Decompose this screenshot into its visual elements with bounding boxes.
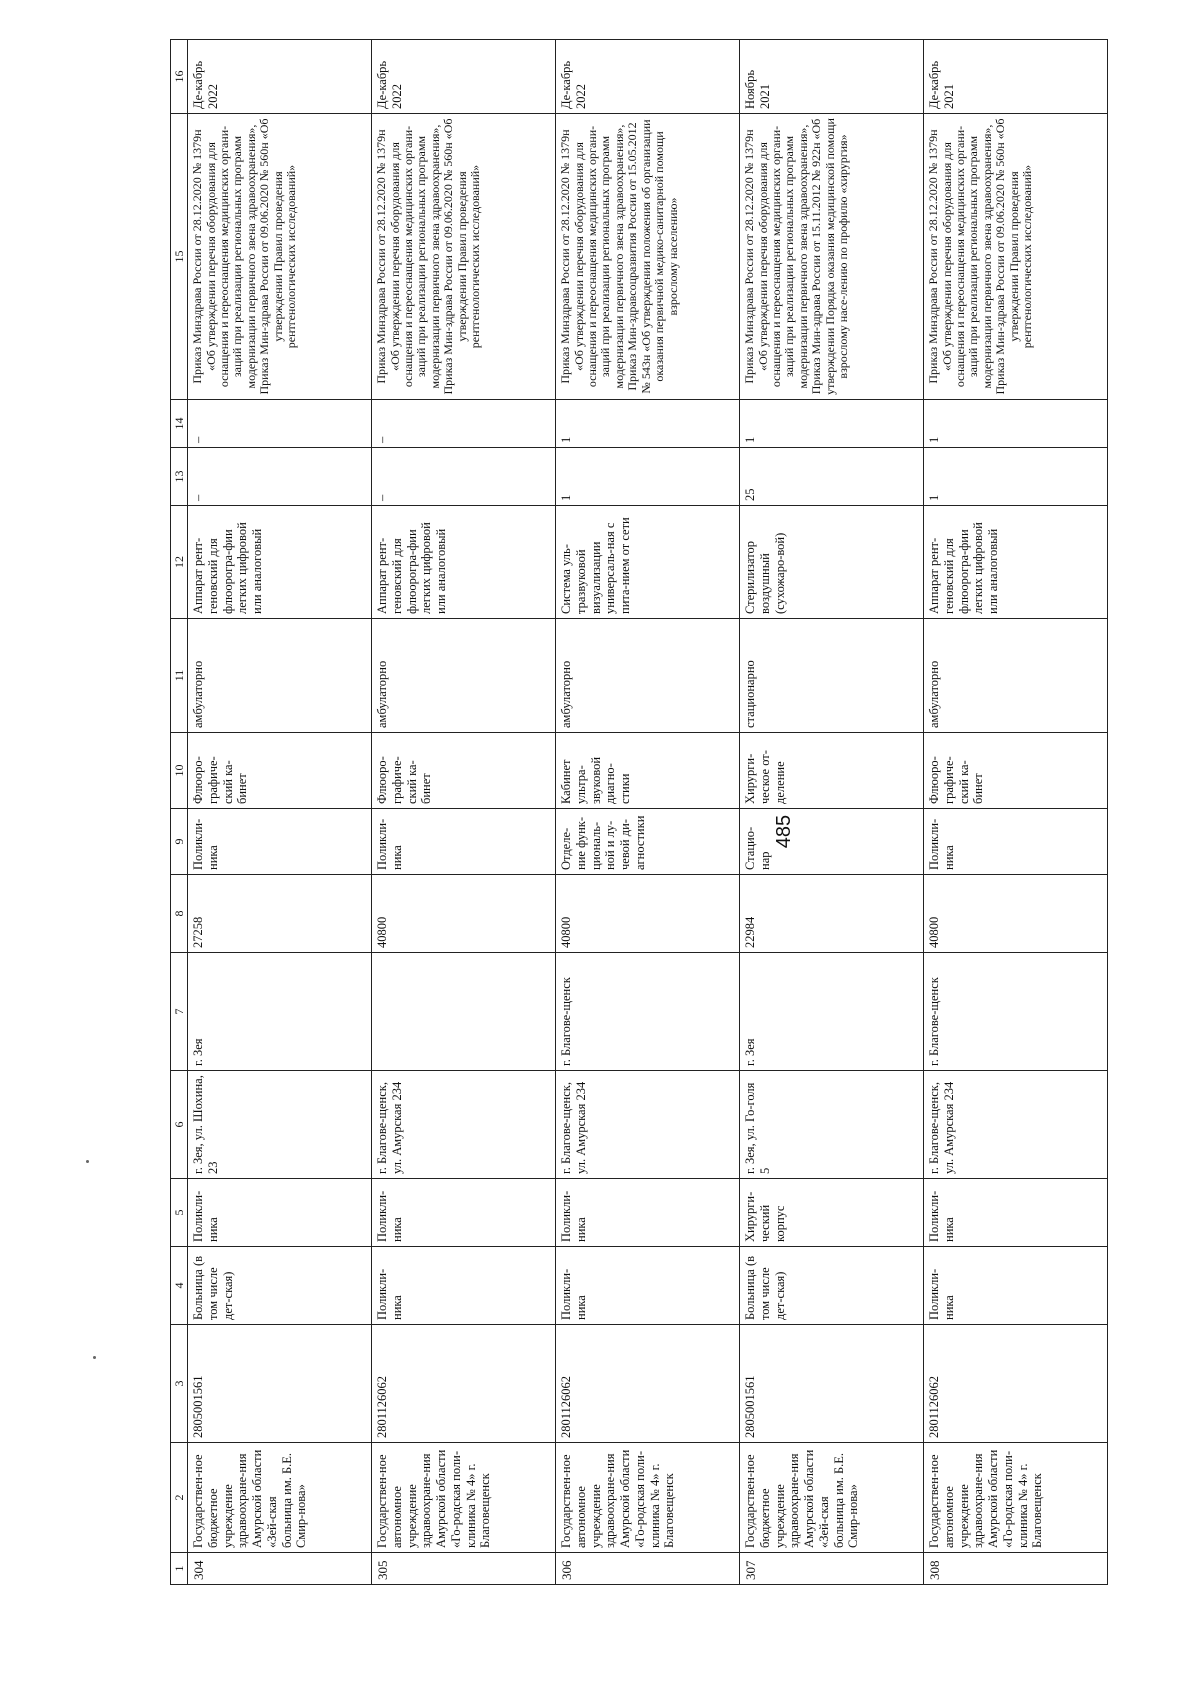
building-unit-cell: Поликли-ника [556,1179,740,1247]
population-served-cell: 40800 [372,875,556,953]
column-header-14: 14 [171,400,188,448]
equipment-name-cell: Стерилизатор воздушный (сухожаро-вой) [740,506,924,619]
quantity-planned-cell: 1 [556,400,740,448]
care-mode-cell: стационарно [740,619,924,733]
row-number-cell: 307 [740,1553,924,1585]
delivery-date-cell: Ноябрь 2021 [740,40,924,114]
column-number-row [171,40,188,1585]
row-number-cell: 308 [924,1553,1108,1585]
population-served-cell: 40800 [556,875,740,953]
building-unit-cell: Поликли-ника [188,1179,372,1247]
population-served-cell: 27258 [188,875,372,953]
quantity-planned-cell: – [188,400,372,448]
quantity-planned-cell: 1 [740,400,924,448]
organization-name-cell: Государствен-ное автономное учреждение здравоохране-ния Амурской области «Го-родская поли-клиника № 4» г. Благовещенск [556,1443,740,1553]
population-served-cell: 22984 [740,875,924,953]
column-header-3: 3 [171,1325,188,1443]
column-header-4: 4 [171,1247,188,1325]
delivery-date-cell: Де-кабрь 2022 [556,40,740,114]
organization-name-cell: Государствен-ное автономное учреждение здравоохране-ния Амурской области «Го-родская поли-клиника № 4» г. Благовещенск [372,1443,556,1553]
department-cell: Стацио-нар [740,809,924,875]
city-cell: г. Зея [188,953,372,1071]
row-number-cell: 304 [188,1553,372,1585]
column-header-12: 12 [171,506,188,619]
column-header-2: 2 [171,1443,188,1553]
column-header-13: 13 [171,448,188,506]
column-header-16: 16 [171,40,188,114]
organization-name-cell: Государствен-ное бюджетное учреждение здравоохране-ния Амурской области «Зей-ская больница им. Б.Е. Смир-нова» [188,1443,372,1553]
city-cell: г. Благове-щенск [924,953,1108,1071]
quantity-required-cell: 1 [556,448,740,506]
row-number-cell: 305 [372,1553,556,1585]
organization-name-cell: Государствен-ное автономное учреждение здравоохране-ния Амурской области «Го-родская поли-клиника № 4» г. Благовещенск [924,1443,1108,1553]
address-cell: г. Зея, ул. Го-голя 5 [740,1071,924,1179]
equipment-name-cell: Аппарат рент-геновский для флюорогра-фии легких цифровой или аналоговый [924,506,1108,619]
column-header-11: 11 [171,619,188,733]
room-cell: Хирурги-ческое от-деление [740,733,924,809]
table-row [556,40,740,1585]
address-cell: г. Благове-щенск, ул. Амурская 234 [924,1071,1108,1179]
quantity-planned-cell: 1 [924,400,1108,448]
room-cell: Флюоро-графиче-ский ка-бинет [924,733,1108,809]
address-cell: г. Зея, ул. Шохина, 23 [188,1071,372,1179]
room-cell: Флюоро-графиче-ский ка-бинет [188,733,372,809]
city-cell: г. Зея [740,953,924,1071]
legal-basis-cell: Приказ Минздрава России от 28.12.2020 № 1379н «Об утверждении перечня оборудования для оснащения и переоснащения медицинских органи-заций при реализации региональных программ модернизации первичного звена здравоохранения», Приказ Мин-здрава России от 09.06.2020 № 560н «Об утверждении Правил проведения рентгенологических исследований» [924,114,1108,400]
quantity-required-cell: 25 [740,448,924,506]
table-row [372,40,556,1585]
department-cell: Поликли-ника [924,809,1108,875]
column-header-1: 1 [171,1553,188,1585]
address-cell: г. Благове-щенск, ул. Амурская 234 [556,1071,740,1179]
legal-basis-cell: Приказ Минздрава России от 28.12.2020 № 1379н «Об утверждении перечня оборудования для оснащения и переоснащения медицинских органи-заций при реализации региональных программ модернизации первичного звена здравоохранения», Приказ Мин-здрава России от 09.06.2020 № 560н «Об утверждении Правил проведения рентгенологических исследований» [372,114,556,400]
quantity-planned-cell: – [372,400,556,448]
facility-type-cell: Больница (в том числе дет-ская) [188,1247,372,1325]
quantity-required-cell: 1 [924,448,1108,506]
equipment-name-cell: Система уль-тразвуковой визуализации универсаль-ная с пита-нием от сети [556,506,740,619]
column-header-8: 8 [171,875,188,953]
organization-name-cell: Государствен-ное бюджетное учреждение здравоохране-ния Амурской области «Зей-ская больница им. Б.Е. Смир-нова» [740,1443,924,1553]
facility-type-cell: Поликли-ника [372,1247,556,1325]
city-cell [372,953,556,1071]
scan-speck [86,1160,89,1163]
column-header-10: 10 [171,733,188,809]
inn-cell: 2801126062 [556,1325,740,1443]
column-header-9: 9 [171,809,188,875]
inn-cell: 2805001561 [188,1325,372,1443]
room-cell: Кабинет ультра-звуковой диагно-стики [556,733,740,809]
legal-basis-cell: Приказ Минздрава России от 28.12.2020 № 1379н «Об утверждении перечня оборудования для оснащения и переоснащения медицинских органи-заций при реализации региональных программ модернизации первичного звена здравоохранения», Приказ Мин-здрава России от 15.11.2012 № 922н «Об утверждении Порядка оказания медицинской помощи взрослому насе-лению по профилю «хирургия» [740,114,924,400]
equipment-name-cell: Аппарат рент-геновский для флюорогра-фии легких цифровой или аналоговый [372,506,556,619]
inn-cell: 2801126062 [924,1325,1108,1443]
quantity-required-cell: – [372,448,556,506]
facility-type-cell: Больница (в том числе дет-ская) [740,1247,924,1325]
facility-type-cell: Поликли-ника [924,1247,1108,1325]
delivery-date-cell: Де-кабрь 2021 [924,40,1108,114]
table-row [740,40,924,1585]
room-cell: Флюоро-графиче-ский ка-бинет [372,733,556,809]
equipment-table [170,39,1108,1585]
column-header-5: 5 [171,1179,188,1247]
department-cell: Отделе-ние функ-циональ-ной и лу-чевой ди-агностики [556,809,740,875]
address-cell: г. Благове-щенск, ул. Амурская 234 [372,1071,556,1179]
column-header-7: 7 [171,953,188,1071]
inn-cell: 2805001561 [740,1325,924,1443]
table-row [188,40,372,1585]
legal-basis-cell: Приказ Минздрава России от 28.12.2020 № 1379н «Об утверждении перечня оборудования для оснащения и переоснащения медицинских органи-заций при реализации региональных программ модернизации первичного звена здравоохранения», Приказ Мин-здравсоцразвития России от 15.05.2012 № 543н «Об утверждении положения об организации оказания первичной медико-санитарной помощи взрослому населению» [556,114,740,400]
inn-cell: 2801126062 [372,1325,556,1443]
column-header-15: 15 [171,114,188,400]
care-mode-cell: амбулаторно [556,619,740,733]
building-unit-cell: Хирурги-ческий корпус [740,1179,924,1247]
table-row [924,40,1108,1585]
city-cell: г. Благове-щенск [556,953,740,1071]
table-body [188,40,1108,1585]
facility-type-cell: Поликли-ника [556,1247,740,1325]
delivery-date-cell: Де-кабрь 2022 [372,40,556,114]
care-mode-cell: амбулаторно [924,619,1108,733]
building-unit-cell: Поликли-ника [924,1179,1108,1247]
equipment-table-rotated [170,40,1200,1585]
department-cell: Поликли-ника [188,809,372,875]
population-served-cell: 40800 [924,875,1108,953]
building-unit-cell: Поликли-ника [372,1179,556,1247]
department-cell: Поликли-ника [372,809,556,875]
page-number: 485 [773,814,796,849]
equipment-name-cell: Аппарат рент-геновский для флюорогра-фии легких цифровой или аналоговый [188,506,372,619]
row-number-cell: 306 [556,1553,740,1585]
quantity-required-cell: – [188,448,372,506]
delivery-date-cell: Де-кабрь 2022 [188,40,372,114]
care-mode-cell: амбулаторно [188,619,372,733]
legal-basis-cell: Приказ Минздрава России от 28.12.2020 № 1379н «Об утверждении перечня оборудования для оснащения и переоснащения медицинских органи-заций при реализации региональных программ модернизации первичного звена здравоохранения», Приказ Мин-здрава России от 09.06.2020 № 560н «Об утверждении Правил проведения рентгенологических исследований» [188,114,372,400]
column-header-6: 6 [171,1071,188,1179]
scan-speck [93,1356,96,1359]
care-mode-cell: амбулаторно [372,619,556,733]
